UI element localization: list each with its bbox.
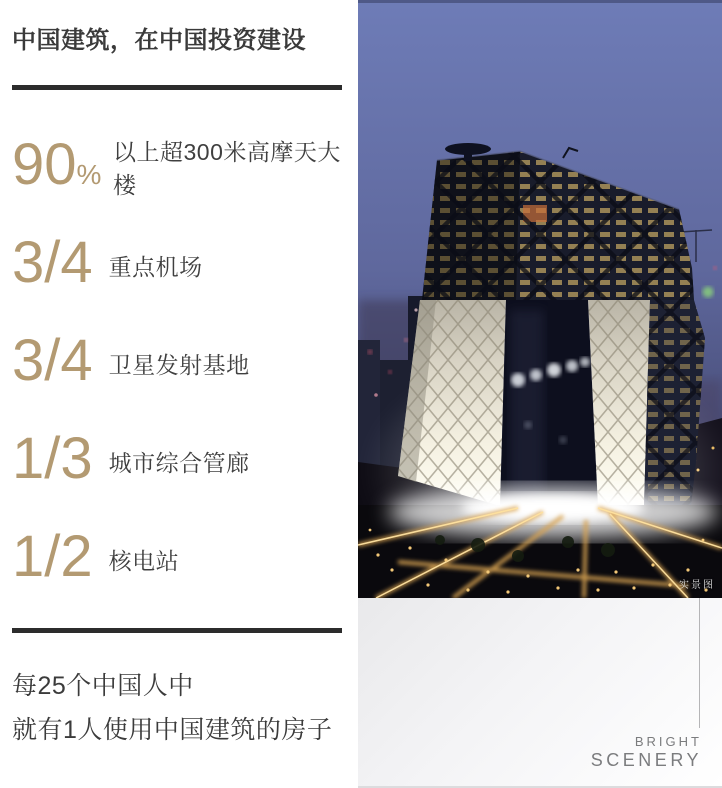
stat-row-utility-tunnels [12, 410, 352, 508]
brand-caption [591, 734, 702, 770]
stat-value: 3/4 [12, 328, 93, 393]
bottom-divider [12, 628, 342, 633]
stat-label: 核电站 [108, 547, 180, 574]
building-right-leg [588, 300, 705, 506]
cctv-building-photo [358, 0, 722, 598]
page-title: 中国建筑，在中国投资建设 [12, 27, 306, 54]
stat-label: 城市综合管廊 [108, 449, 250, 476]
plaza-night-lights [358, 486, 722, 598]
caption-line2: SCENERY [590, 750, 702, 770]
footer-line2: 就有1人使用中国建筑的房子 [12, 716, 333, 744]
building-center-void [500, 300, 598, 506]
stat-row-airports [12, 214, 352, 312]
stat-value: 1/3 [12, 426, 93, 491]
stat-label: 以上超300米高摩天大楼 [113, 139, 341, 198]
cctv-building-illustration [358, 0, 722, 598]
stat-value: 3/4 [12, 230, 93, 295]
stats-list [12, 116, 352, 606]
stat-row-nuclear-plants [12, 508, 352, 606]
stat-label: 重点机场 [108, 253, 203, 280]
stat-label: 卫星发射基地 [108, 351, 250, 378]
stats-column [0, 0, 358, 788]
stat-row-skyscrapers [12, 116, 352, 214]
stat-suffix: % [76, 159, 102, 190]
caption-vertical-line [699, 598, 700, 728]
stat-value: 90% [12, 132, 102, 197]
footer-statement [12, 664, 358, 752]
top-divider [12, 85, 342, 90]
stat-row-launch-bases [12, 312, 352, 410]
footer-line1: 每25个中国人中 [12, 672, 194, 700]
caption-line1: BRIGHT [634, 734, 702, 749]
caption-panel [358, 598, 722, 788]
photo-watermark: 实景图 [679, 580, 715, 591]
stat-value: 1/2 [12, 524, 93, 589]
